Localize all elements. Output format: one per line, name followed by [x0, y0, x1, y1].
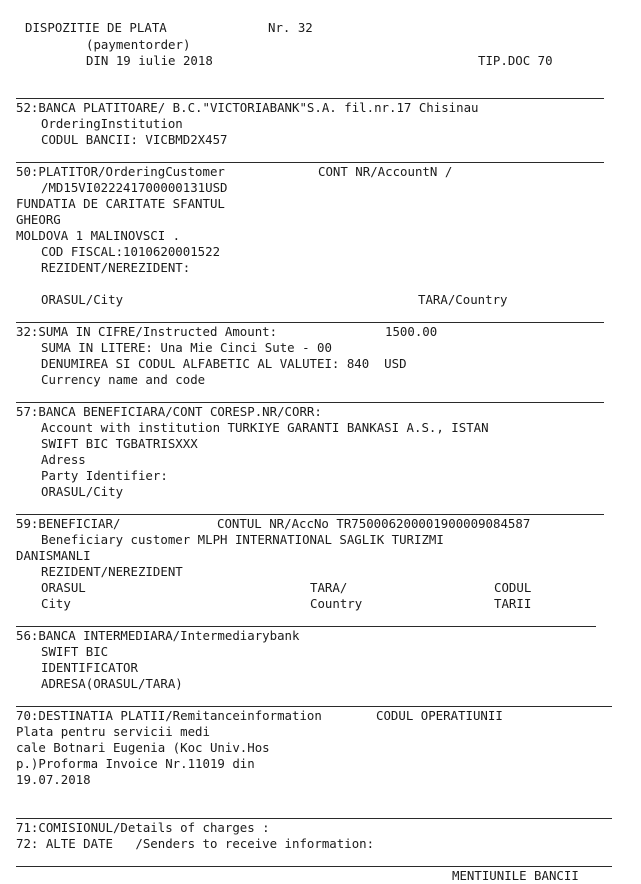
- currency-name-label: Currency name and code: [41, 372, 206, 387]
- beneficiary-city-label: ORASUL: [41, 580, 86, 595]
- beneficiary-bank-swift: SWIFT BIC TGBATRISXXX: [41, 436, 198, 451]
- document-date: DIN 19 iulie 2018: [86, 53, 213, 68]
- charges-details: 71:COMISIONUL/Details of charges :: [16, 820, 270, 835]
- document-subtitle: (paymentorder): [86, 37, 191, 52]
- payer-city: ORASUL/City: [41, 292, 124, 307]
- beneficiary-customer: Beneficiary customer MLPH INTERNATIONAL SAGLIK TURIZMI: [41, 532, 444, 547]
- payer-name: FUNDATIA DE CARITATE SFANTUL: [16, 196, 225, 211]
- other-data: 72: ALTE DATE /Senders to receive information:: [16, 836, 375, 851]
- beneficiary-city-label-en: City: [41, 596, 71, 611]
- divider: [16, 818, 612, 819]
- divider: [16, 322, 604, 323]
- beneficiary-code-label-en: TARII: [494, 596, 532, 611]
- beneficiary-code-label: CODUL: [494, 580, 532, 595]
- payer-fiscal-code: COD FISCAL:1010620001522: [41, 244, 221, 259]
- payer-address: MOLDOVA 1 MALINOVSCI .: [16, 228, 181, 243]
- divider: [16, 626, 596, 627]
- divider: [16, 706, 612, 707]
- remittance-line: p.)Proforma Invoice Nr.11019 din: [16, 756, 255, 771]
- beneficiary-bank-label: 57:BANCA BENEFICIARA/CONT CORESP.NR/CORR:: [16, 404, 322, 419]
- payer-name-cont: GHEORG: [16, 212, 61, 227]
- remittance-line: 19.07.2018: [16, 772, 91, 787]
- party-identifier: Party Identifier:: [41, 468, 168, 483]
- payer-resident: REZIDENT/NEREZIDENT:: [41, 260, 191, 275]
- payer-country: TARA/Country: [418, 292, 508, 307]
- remittance-label: 70:DESTINATIA PLATII/Remitanceinformation: [16, 708, 322, 723]
- operation-code-label: CODUL OPERATIUNII: [376, 708, 503, 723]
- ordering-bank-line: 52:BANCA PLATITOARE/ B.C."VICTORIABANK"S.A. fil.nr.17 Chisinau: [16, 100, 479, 115]
- amount-value: 1500.00: [385, 324, 438, 339]
- beneficiary-resident: REZIDENT/NEREZIDENT: [41, 564, 183, 579]
- beneficiary-country-label: TARA/: [310, 580, 348, 595]
- document-title: DISPOZITIE DE PLATA: [25, 20, 167, 35]
- payer-account: /MD15VI022241700000131USD: [41, 180, 228, 195]
- beneficiary-account: CONTUL NR/AccNo TR750006200001900009084587: [217, 516, 531, 531]
- beneficiary-bank-institution: Account with institution TURKIYE GARANTI BANKASI A.S., ISTAN: [41, 420, 489, 435]
- ordering-institution-label: OrderingInstitution: [41, 116, 183, 131]
- amount-label: 32:SUMA IN CIFRE/Instructed Amount:: [16, 324, 278, 339]
- amount-words: SUMA IN LITERE: Una Mie Cinci Sute - 00: [41, 340, 332, 355]
- divider: [16, 866, 612, 867]
- document-type: TIP.DOC 70: [478, 53, 553, 68]
- document-number: Nr. 32: [268, 20, 313, 35]
- divider: [16, 162, 604, 163]
- bank-notes-label: MENTIUNILE BANCII: [452, 868, 579, 883]
- beneficiary-bank-city: ORASUL/City: [41, 484, 124, 499]
- bank-code: CODUL BANCII: VICBMD2X457: [41, 132, 228, 147]
- intermediary-identifier: IDENTIFICATOR: [41, 660, 138, 675]
- beneficiary-label: 59:BENEFICIAR/: [16, 516, 121, 531]
- beneficiary-customer-cont: DANISMANLI: [16, 548, 91, 563]
- intermediary-bank-label: 56:BANCA INTERMEDIARA/Intermediarybank: [16, 628, 300, 643]
- payer-account-label: CONT NR/AccountN /: [318, 164, 453, 179]
- divider: [16, 402, 604, 403]
- payer-label: 50:PLATITOR/OrderingCustomer: [16, 164, 225, 179]
- currency-line: DENUMIREA SI CODUL ALFABETIC AL VALUTEI: 840 USD: [41, 356, 407, 371]
- remittance-line: Plata pentru servicii medi: [16, 724, 210, 739]
- divider: [16, 98, 604, 99]
- intermediary-address: ADRESA(ORASUL/TARA): [41, 676, 183, 691]
- beneficiary-country-label-en: Country: [310, 596, 363, 611]
- intermediary-swift: SWIFT BIC: [41, 644, 109, 659]
- beneficiary-bank-address: Adress: [41, 452, 86, 467]
- remittance-line: cale Botnari Eugenia (Koc Univ.Hos: [16, 740, 270, 755]
- divider: [16, 514, 604, 515]
